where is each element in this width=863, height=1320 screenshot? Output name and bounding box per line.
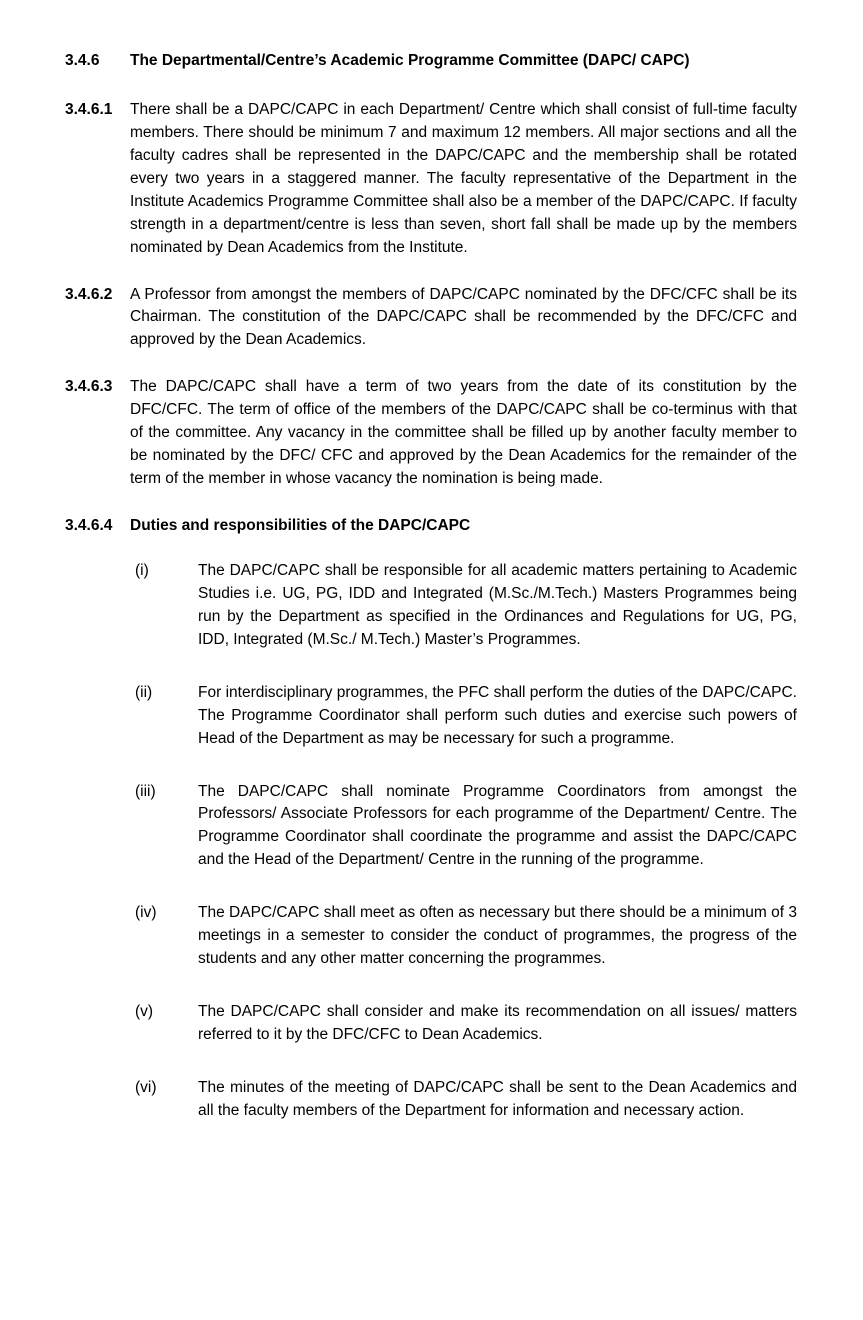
duty-label: (iii) [135, 782, 156, 800]
duty-label: (i) [135, 561, 149, 579]
duty-label: (iv) [135, 904, 157, 922]
duty-label: (ii) [135, 683, 153, 701]
duty-item-v [135, 1001, 797, 1047]
duties-heading [65, 515, 797, 538]
clause-number: 3.4.6.2 [65, 285, 113, 303]
clause-3463 [65, 376, 797, 491]
section-heading [65, 50, 797, 73]
duty-label: (vi) [135, 1078, 157, 1096]
clause-3462 [65, 284, 797, 353]
duty-text: The minutes of the meeting of DAPC/CAPC shall be sent to the Dean Academics and all the faculty members of the Department for information and necessary action. [198, 1078, 797, 1119]
duties-heading-title: Duties and responsibilities of the DAPC/CAPC [130, 517, 471, 534]
duty-item-vi [135, 1077, 797, 1123]
section-heading-number: 3.4.6 [65, 52, 100, 69]
clause-text: The DAPC/CAPC shall have a term of two years from the date of its constitution by the DFC/CFC. The term of office of the members of the DAPC/CAPC shall be co-terminus with that of the committee. Any vacancy in the committee shall be filled up by another faculty member to be nominated by the DFC/ CFC and approved by the Dean Academics for the remainder of the term of the member in whose vacancy the nomination is being made. [130, 378, 797, 488]
duty-label: (v) [135, 1003, 154, 1021]
clause-number: 3.4.6.3 [65, 378, 113, 396]
duty-item-iv [135, 902, 797, 971]
duty-text: The DAPC/CAPC shall be responsible for all academic matters pertaining to Academic Studies i.e. UG, PG, IDD and Integrated (M.Sc./M.Tech.) Masters Programmes being run by the Department as specified in the Ordinances and Regulations for UG, PG, IDD, Integrated (M.Sc./ M.Tech.) Master’s Programmes. [198, 561, 797, 648]
clause-3461 [65, 99, 797, 260]
clause-text: A Professor from amongst the members of DAPC/CAPC nominated by the DFC/CFC shall be its Chairman. The constitution of the DAPC/CAPC shall be recommended by the DFC/CFC and approved by the Dean Academics. [130, 285, 797, 349]
duty-text: For interdisciplinary programmes, the PFC shall perform the duties of the DAPC/CAPC. The Programme Coordinator shall perform such duties and exercise such powers of Head of the Department as may be necessary for such a programme. [198, 683, 797, 747]
clause-number: 3.4.6.1 [65, 100, 113, 118]
duty-text: The DAPC/CAPC shall nominate Programme Coordinators from amongst the Professors/ Associate Professors for each programme of the Department/ Centre. The Programme Coordinator shall coordinate the programme and assist the DAPC/CAPC and the Head of the Department/ Centre in the running of the programme. [198, 782, 797, 869]
duty-text: The DAPC/CAPC shall consider and make its recommendation on all issues/ matters referred to it by the DFC/CFC to Dean Academics. [198, 1003, 797, 1043]
duty-item-iii [135, 781, 797, 873]
duties-heading-number: 3.4.6.4 [65, 517, 113, 534]
duty-item-ii [135, 682, 797, 751]
clause-text: There shall be a DAPC/CAPC in each Department/ Centre which shall consist of full-time faculty members. There should be minimum 7 and maximum 12 members. All major sections and all the faculty cadres shall be represented in the DAPC/CAPC and the membership shall be rotated every two years in a staggered manner. The faculty representative of the Department in the Institute Academics Programme Committee shall also be a member of the DAPC/CAPC. If faculty strength in a department/centre is less than seven, short fall shall be made up by the members nominated by Dean Academics from the Institute. [130, 100, 797, 256]
section-heading-title: The Departmental/Centre’s Academic Programme Committee (DAPC/ CAPC) [130, 52, 690, 69]
duty-text: The DAPC/CAPC shall meet as often as necessary but there should be a minimum of 3 meetings in a semester to consider the conduct of programmes, the progress of the students and any other matter concerning the programmes. [198, 904, 797, 968]
duty-item-i [135, 560, 797, 652]
